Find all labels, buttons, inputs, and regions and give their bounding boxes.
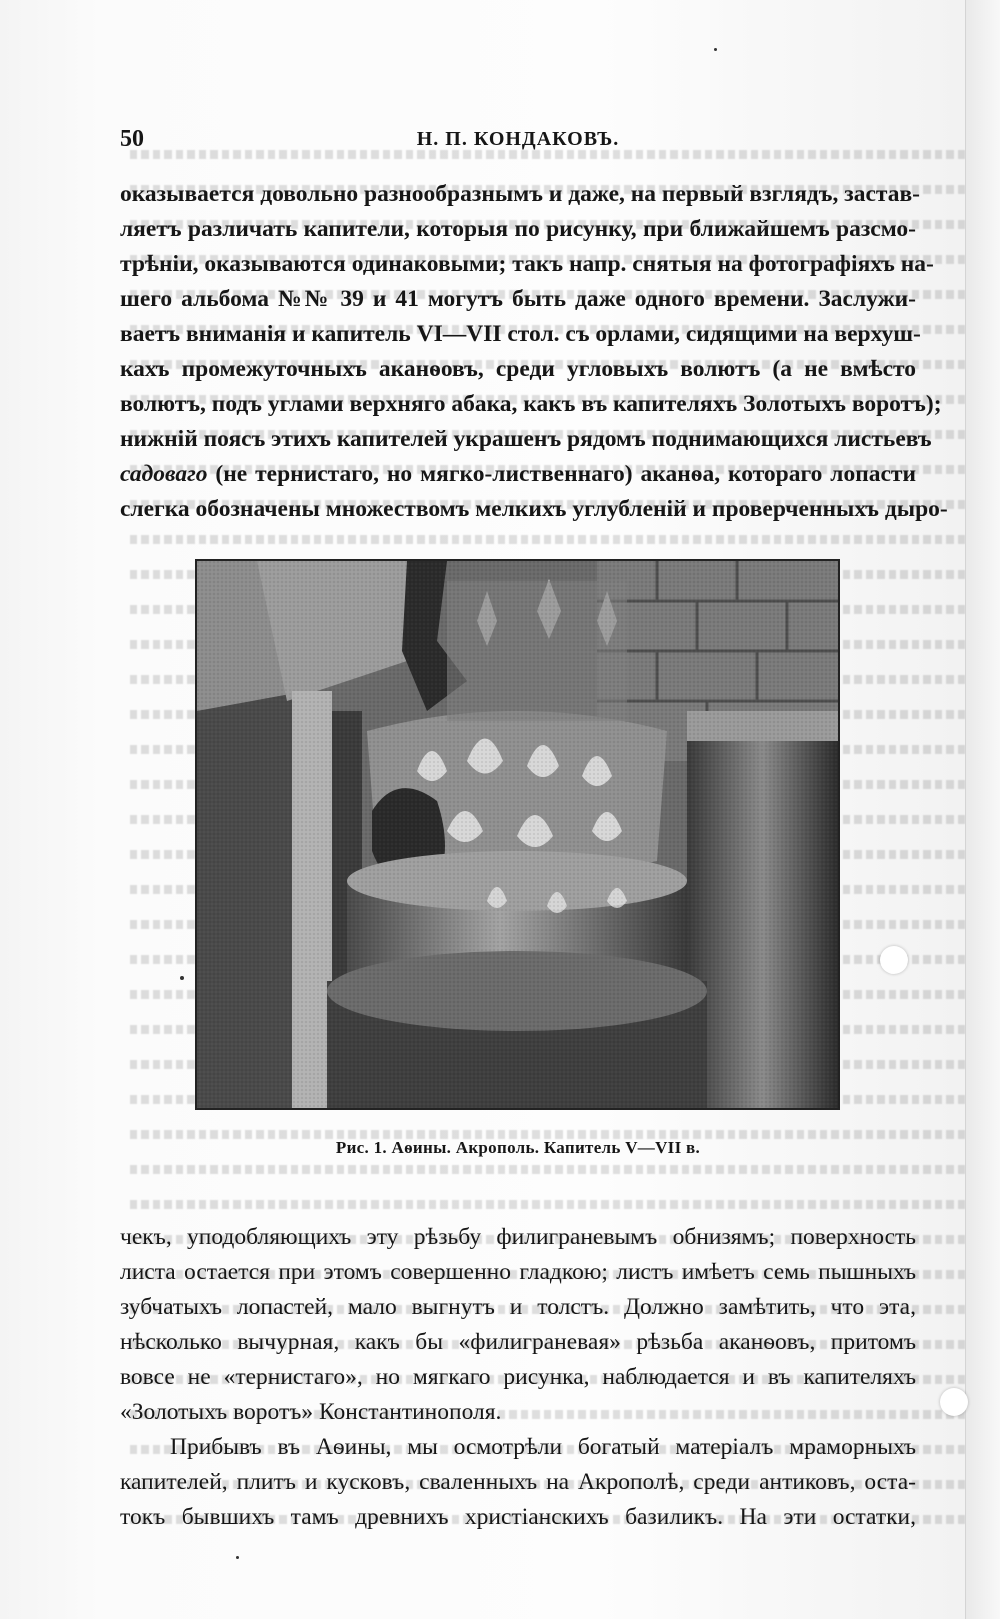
punch-hole (880, 946, 908, 974)
paragraph-bottom (120, 1220, 916, 1535)
text-line: нѣсколько вычурная, какъ бы «филиграневая» рѣзьба аканѳовъ, притомъ (120, 1329, 916, 1355)
text-line: волютъ, подъ углами верхняго абака, какъ въ капителяхъ Золотыхъ воротъ); (120, 391, 942, 417)
speck (180, 976, 184, 980)
text-line: нижній поясъ этихъ капителей украшенъ рядомъ поднимающихся листьевъ (120, 426, 932, 452)
text-line: слегка обозначены множествомъ мелкихъ углубленій и проверченныхъ дыро- (120, 496, 948, 522)
speck (236, 1556, 239, 1559)
text-line: оказывается довольно разнообразнымъ и даже, на первый взглядъ, застав- (120, 181, 920, 207)
text-line: шего альбома №№ 39 и 41 могутъ быть даже одного времени. Заслужи- (120, 286, 916, 312)
show-through-line (130, 535, 990, 544)
text-line: Прибывъ въ Аѳины, мы осмотрѣли богатый матеріалъ мраморныхъ (170, 1434, 916, 1460)
paragraph-top (120, 177, 948, 527)
text-line: ляетъ различать капители, которыя по рисунку, при ближайшемъ разсмо- (120, 216, 916, 242)
facing-page-edge (965, 0, 1000, 1619)
text-line: садоваго (не тернистаго, но мягко-лиственнаго) аканѳа, котораго лопасти (120, 461, 916, 487)
show-through-line (130, 1165, 990, 1174)
text-line: ваетъ вниманія и капитель VI—VII стол. съ орлами, сидящими на верхуш- (120, 321, 921, 347)
page-number: 50 (120, 126, 144, 152)
text-line: трѣніи, оказываются одинаковыми; такъ напр. снятыя на фотографіяхъ на- (120, 251, 934, 277)
text-line: «Золотыхъ воротъ» Константинополя. (120, 1399, 502, 1425)
photo-image (197, 561, 838, 1108)
capital-photograph (195, 559, 840, 1110)
speck (714, 48, 717, 51)
show-through-line (130, 1200, 990, 1209)
text-line: капителей, плитъ и кусковъ, сваленныхъ на Акрополѣ, среди антиковъ, оста- (120, 1469, 916, 1495)
text-line: чекъ, уподобляющихъ эту рѣзьбу филиграневымъ обнизямъ; поверхность (120, 1224, 916, 1250)
running-head (120, 126, 916, 156)
punch-hole (940, 1388, 968, 1416)
text-line: зубчатыхъ лопастей, мало выгнутъ и толстъ. Должно замѣтить, что эта, (120, 1294, 916, 1320)
text-line: листа остается при этомъ совершенно гладкою; листъ имѣетъ семь пышныхъ (120, 1259, 916, 1285)
author-heading: Н. П. КОНДАКОВЪ. (416, 128, 620, 150)
text-line: вовсе не «тернистаго», но мягкаго рисунка, наблюдается и въ капителяхъ (120, 1364, 916, 1390)
text-line: кахъ промежуточныхъ аканѳовъ, среди угловыхъ волютъ (а не вмѣсто (120, 356, 916, 382)
figure-caption: Рис. 1. Аѳины. Акрополь. Капитель V—VII в. (335, 1138, 701, 1157)
text-line: токъ бывшихъ тамъ древнихъ христіанскихъ базиликъ. На эти остатки, (120, 1504, 916, 1530)
